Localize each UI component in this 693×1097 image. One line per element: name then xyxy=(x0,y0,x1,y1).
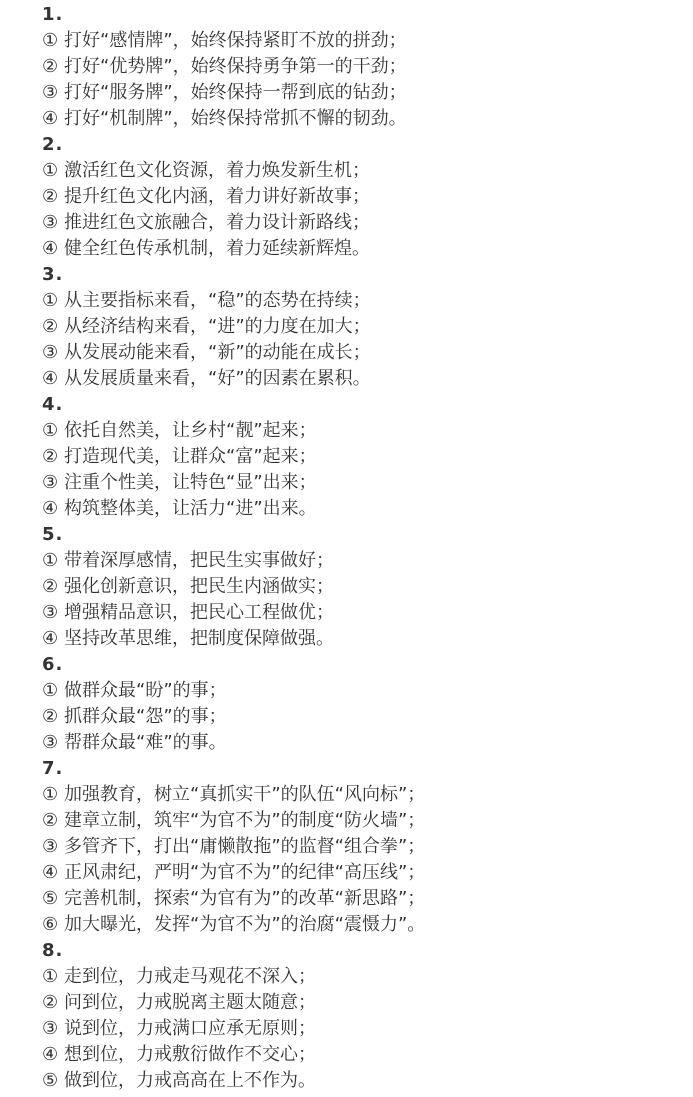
section-5 xyxy=(42,522,693,652)
list-item xyxy=(42,470,693,496)
list-item xyxy=(42,54,693,80)
section-6 xyxy=(42,652,693,756)
list-item xyxy=(42,574,693,600)
item-marker: ③ xyxy=(42,212,59,233)
item-text: 构筑整体美，让活力“进”出来。 xyxy=(64,498,317,519)
item-marker: ③ xyxy=(42,602,59,623)
item-marker: ③ xyxy=(42,1018,59,1039)
list-item xyxy=(42,626,693,652)
item-marker: ④ xyxy=(42,238,59,259)
section-2 xyxy=(42,132,693,262)
item-text: 正风肃纪，严明“为官不为”的纪律“高压线”； xyxy=(64,862,426,883)
list-item xyxy=(42,600,693,626)
item-text: 打好“服务牌”，始终保持一帮到底的钻劲； xyxy=(64,82,407,103)
list-item xyxy=(42,28,693,54)
item-text: 坚持改革思维，把制度保障做强。 xyxy=(64,628,334,649)
item-text: 带着深厚感情，把民生实事做好； xyxy=(64,550,334,571)
item-text: 做到位，力戒高高在上不作为。 xyxy=(64,1070,316,1091)
item-text: 提升红色文化内涵，着力讲好新故事； xyxy=(64,186,370,207)
item-text: 打好“机制牌”，始终保持常抓不懈的韧劲。 xyxy=(64,108,407,129)
item-text: 说到位，力戒满口应承无原则； xyxy=(64,1018,316,1039)
list-item xyxy=(42,990,693,1016)
list-item xyxy=(42,210,693,236)
list-item xyxy=(42,912,693,938)
section-number: 6. xyxy=(42,654,64,675)
section-number: 1. xyxy=(42,4,64,25)
section-1 xyxy=(42,2,693,132)
item-text: 打好“感情牌”，始终保持紧盯不放的拼劲； xyxy=(64,30,407,51)
item-text: 加大曝光，发挥“为官不为”的治腐“震慑力”。 xyxy=(64,914,426,935)
list-item xyxy=(42,496,693,522)
list-item xyxy=(42,782,693,808)
list-item xyxy=(42,236,693,262)
item-marker: ④ xyxy=(42,108,59,129)
item-marker: ② xyxy=(42,316,59,337)
section-number: 4. xyxy=(42,394,64,415)
list-item xyxy=(42,1016,693,1042)
list-item xyxy=(42,418,693,444)
item-marker: ① xyxy=(42,30,59,51)
item-text: 多管齐下，打出“庸懒散拖”的监督“组合拳”； xyxy=(64,836,426,857)
item-text: 抓群众最“怨”的事； xyxy=(64,706,227,727)
item-marker: ② xyxy=(42,446,59,467)
item-marker: ⑤ xyxy=(42,888,59,909)
list-item xyxy=(42,80,693,106)
item-text: 推进红色文旅融合，着力设计新路线； xyxy=(64,212,370,233)
list-item xyxy=(42,808,693,834)
item-text: 健全红色传承机制，着力延续新辉煌。 xyxy=(64,238,370,259)
section-number: 7. xyxy=(42,758,64,779)
item-text: 激活红色文化资源，着力焕发新生机； xyxy=(64,160,370,181)
list-item xyxy=(42,886,693,912)
list-item xyxy=(42,288,693,314)
item-text: 增强精品意识，把民心工程做优； xyxy=(64,602,334,623)
list-item xyxy=(42,340,693,366)
item-marker: ① xyxy=(42,966,59,987)
section-number: 2. xyxy=(42,134,64,155)
item-text: 帮群众最“难”的事。 xyxy=(64,732,227,753)
list-item xyxy=(42,106,693,132)
item-marker: ① xyxy=(42,290,59,311)
item-marker: ① xyxy=(42,550,59,571)
item-text: 从发展质量来看，“好”的因素在累积。 xyxy=(64,368,371,389)
item-text: 从经济结构来看，“进”的力度在加大； xyxy=(64,316,371,337)
item-text: 完善机制，探索“为官有为”的改革“新思路”； xyxy=(64,888,426,909)
item-text: 注重个性美，让特色“显”出来； xyxy=(64,472,317,493)
item-text: 做群众最“盼”的事； xyxy=(64,680,227,701)
list-item xyxy=(42,678,693,704)
item-marker: ① xyxy=(42,784,59,805)
item-marker: ④ xyxy=(42,368,59,389)
list-item xyxy=(42,730,693,756)
list-item xyxy=(42,1042,693,1068)
list-item xyxy=(42,444,693,470)
item-marker: ① xyxy=(42,420,59,441)
item-marker: ③ xyxy=(42,82,59,103)
item-marker: ② xyxy=(42,992,59,1013)
item-marker: ② xyxy=(42,810,59,831)
list-item xyxy=(42,366,693,392)
item-text: 加强教育，树立“真抓实干”的队伍“风向标”； xyxy=(64,784,426,805)
item-text: 从主要指标来看，“稳”的态势在持续； xyxy=(64,290,371,311)
section-8 xyxy=(42,938,693,1094)
section-number: 8. xyxy=(42,940,64,961)
list-item xyxy=(42,158,693,184)
item-marker: ② xyxy=(42,576,59,597)
list-item xyxy=(42,704,693,730)
list-item xyxy=(42,964,693,990)
item-text: 问到位，力戒脱离主题太随意； xyxy=(64,992,316,1013)
item-text: 建章立制，筑牢“为官不为”的制度“防火墙”； xyxy=(64,810,426,831)
item-marker: ③ xyxy=(42,836,59,857)
section-3 xyxy=(42,262,693,392)
item-text: 打造现代美，让群众“富”起来； xyxy=(64,446,317,467)
item-marker: ④ xyxy=(42,862,59,883)
item-text: 从发展动能来看，“新”的动能在成长； xyxy=(64,342,371,363)
item-marker: ② xyxy=(42,186,59,207)
item-marker: ⑥ xyxy=(42,914,59,935)
item-marker: ④ xyxy=(42,1044,59,1065)
item-marker: ③ xyxy=(42,342,59,363)
item-marker: ③ xyxy=(42,732,59,753)
item-text: 打好“优势牌”，始终保持勇争第一的干劲； xyxy=(64,56,407,77)
list-item xyxy=(42,860,693,886)
list-item xyxy=(42,314,693,340)
item-marker: ① xyxy=(42,160,59,181)
section-number: 3. xyxy=(42,264,64,285)
item-marker: ② xyxy=(42,56,59,77)
item-text: 想到位，力戒敷衍做作不交心； xyxy=(64,1044,316,1065)
item-marker: ④ xyxy=(42,628,59,649)
section-number: 5. xyxy=(42,524,64,545)
item-marker: ② xyxy=(42,706,59,727)
item-marker: ④ xyxy=(42,498,59,519)
item-marker: ① xyxy=(42,680,59,701)
section-4 xyxy=(42,392,693,522)
section-7 xyxy=(42,756,693,938)
list-item xyxy=(42,834,693,860)
list-item xyxy=(42,184,693,210)
list-item xyxy=(42,548,693,574)
item-marker: ⑤ xyxy=(42,1070,59,1091)
item-text: 走到位，力戒走马观花不深入； xyxy=(64,966,316,987)
list-item xyxy=(42,1068,693,1094)
item-text: 依托自然美，让乡村“靓”起来； xyxy=(64,420,317,441)
item-marker: ③ xyxy=(42,472,59,493)
item-text: 强化创新意识，把民生内涵做实； xyxy=(64,576,334,597)
